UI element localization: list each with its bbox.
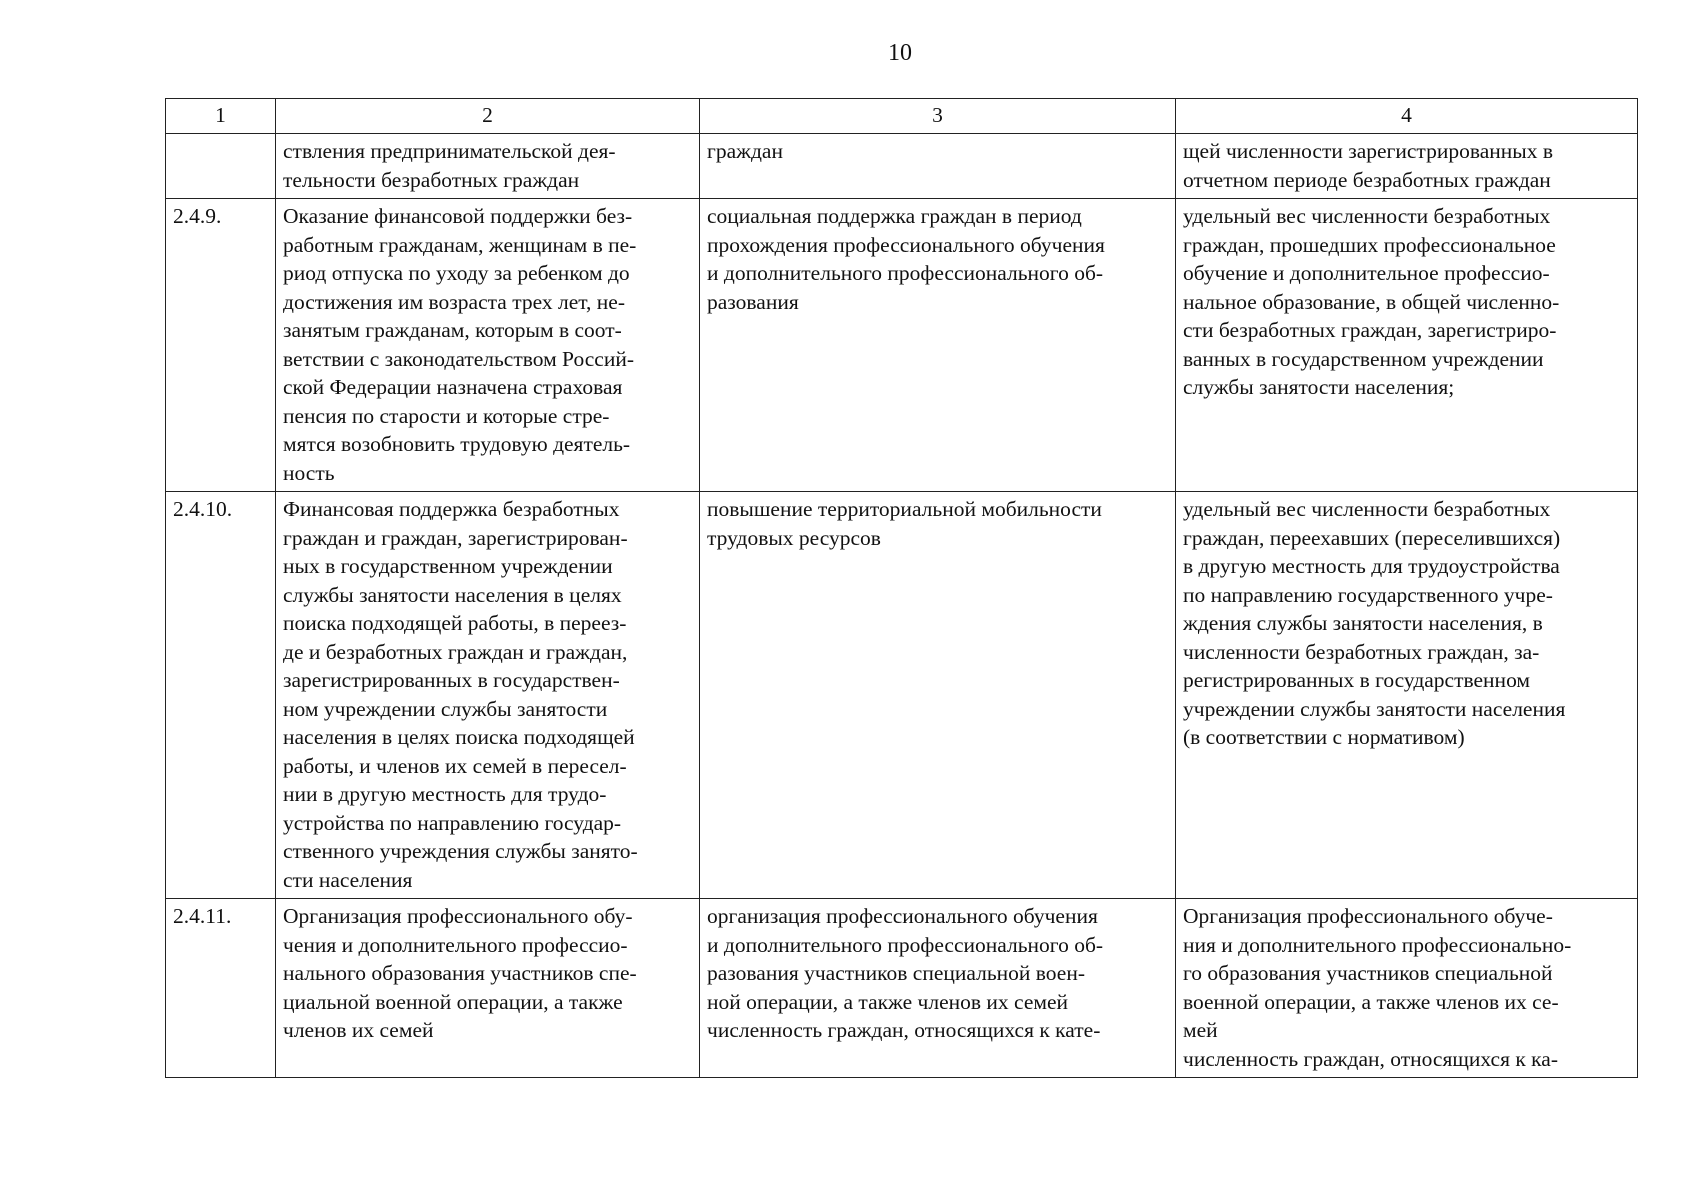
activity-text-line: Организация профессионального обу- xyxy=(283,904,633,928)
goal-text-line: прохождения профессионального обучения xyxy=(707,232,1105,257)
indicator-text-line: ванных в государственном учреждении xyxy=(1183,346,1544,371)
indicator-text-line: Организация профессионального обуче- xyxy=(1183,904,1553,928)
activity-text-line: работы, и членов их семей в пересел- xyxy=(283,753,627,778)
activity-text-line: сти населения xyxy=(283,867,413,892)
activity-text-line: пенсия по старости и которые стре- xyxy=(283,403,610,428)
indicator-cell xyxy=(1176,134,1638,199)
indicator-text-line: по направлению государственного учре- xyxy=(1183,582,1553,607)
goal-cell xyxy=(700,134,1176,199)
goal-cell xyxy=(700,899,1176,1078)
row-number-cell: 2.4.10. xyxy=(166,492,276,899)
row-number-cell: 2.4.9. xyxy=(166,199,276,492)
table-row xyxy=(166,134,1638,199)
goal-cell xyxy=(700,492,1176,899)
indicator-text-line: граждан, переехавших (переселившихся) xyxy=(1183,525,1561,550)
row-number-cell: 2.4.11. xyxy=(166,899,276,1078)
activity-text-line: службы занятости населения в целях xyxy=(283,582,622,607)
goal-text-line: численность граждан, относящихся к кате- xyxy=(707,1018,1101,1042)
activity-text-line: членов их семей xyxy=(283,1018,434,1042)
indicator-text-line: службы занятости населения; xyxy=(1183,375,1455,399)
indicator-text-line: учреждении службы занятости населения xyxy=(1183,696,1566,721)
header-col-3: 3 xyxy=(700,99,1176,134)
header-col-4: 4 xyxy=(1176,99,1638,134)
goal-text-line: организация профессионального обучения xyxy=(707,904,1098,928)
activity-text-line: работным гражданам, женщинам в пе- xyxy=(283,232,637,257)
indicator-text-line: щей численности зарегистрированных в xyxy=(1183,139,1553,163)
page-number: 10 xyxy=(888,40,912,66)
activity-text-line: населения в целях поиска подходящей xyxy=(283,725,635,749)
goal-text-line: разования xyxy=(707,289,799,314)
table-row xyxy=(166,899,1638,1078)
activity-text-line: ветствии с законодательством Россий- xyxy=(283,346,635,371)
activity-text-line: ской Федерации назначена страховая xyxy=(283,375,623,399)
activity-text-line: Оказание финансовой поддержки без- xyxy=(283,204,633,228)
activity-text-line: граждан и граждан, зарегистрирован- xyxy=(283,525,628,550)
activity-text-line: чения и дополнительного профессио- xyxy=(283,932,628,957)
goal-text-line: повышение территориальной мобильности xyxy=(707,497,1102,521)
activity-text-line: мятся возобновить трудовую деятель- xyxy=(283,432,631,456)
activity-text-line: ном учреждении службы занятости xyxy=(283,696,608,721)
activity-text-line: ных в государственном учреждении xyxy=(283,554,613,578)
activity-cell xyxy=(276,199,700,492)
activity-text-line: тельности безработных граждан xyxy=(283,167,580,192)
table-row xyxy=(166,199,1638,492)
document-table xyxy=(165,98,1638,1078)
indicator-text-line: военной операции, а также членов их се- xyxy=(1183,989,1559,1014)
indicator-text-line: численность граждан, относящихся к ка- xyxy=(1183,1046,1558,1071)
goal-text-line: граждан xyxy=(707,139,783,163)
indicator-cell xyxy=(1176,899,1638,1078)
activity-cell xyxy=(276,899,700,1078)
indicator-text-line: ждения службы занятости населения, в xyxy=(1183,611,1543,635)
activity-text-line: ственного учреждения службы занято- xyxy=(283,839,638,863)
activity-text-line: де и безработных граждан и граждан, xyxy=(283,639,628,664)
activity-text-line: Финансовая поддержка безработных xyxy=(283,497,620,521)
indicator-text-line: сти безработных граждан, зарегистриро- xyxy=(1183,318,1557,342)
indicator-cell xyxy=(1176,492,1638,899)
goal-cell xyxy=(700,199,1176,492)
table-row xyxy=(166,492,1638,899)
activity-text-line: устройства по направлению государ- xyxy=(283,810,622,835)
indicator-text-line: численности безработных граждан, за- xyxy=(1183,639,1540,664)
goal-text-line: трудовых ресурсов xyxy=(707,525,881,550)
indicator-text-line: удельный вес численности безработных xyxy=(1183,204,1551,228)
activity-text-line: ствления предпринимательской дея- xyxy=(283,139,616,163)
activity-text-line: ность xyxy=(283,460,335,485)
indicator-text-line: ния и дополнительного профессионально- xyxy=(1183,932,1572,957)
activity-text-line: риод отпуска по уходу за ребенком до xyxy=(283,261,630,285)
indicator-text-line: обучение и дополнительное профессио- xyxy=(1183,261,1550,285)
header-col-2: 2 xyxy=(276,99,700,134)
activity-text-line: поиска подходящей работы, в переез- xyxy=(283,611,627,635)
indicator-text-line: го образования участников специальной xyxy=(1183,961,1553,985)
goal-text-line: и дополнительного профессионального об- xyxy=(707,932,1104,957)
activity-cell xyxy=(276,134,700,199)
indicator-text-line: граждан, прошедших профессиональное xyxy=(1183,232,1556,257)
activity-text-line: занятым гражданам, которым в соот- xyxy=(283,318,622,342)
activity-text-line: циальной военной операции, а также xyxy=(283,989,623,1014)
indicator-text-line: регистрированных в государственном xyxy=(1183,668,1531,692)
header-col-1: 1 xyxy=(166,99,276,134)
indicator-text-line: мей xyxy=(1183,1018,1218,1042)
table-header-row xyxy=(166,99,1638,134)
activity-cell xyxy=(276,492,700,899)
goal-text-line: ной операции, а также членов их семей xyxy=(707,989,1069,1014)
indicator-text-line: удельный вес численности безработных xyxy=(1183,497,1551,521)
indicator-text-line: нальное образование, в общей численно- xyxy=(1183,289,1560,314)
indicator-text-line: отчетном периоде безработных граждан xyxy=(1183,167,1551,192)
row-number-cell xyxy=(166,134,276,199)
activity-text-line: зарегистрированных в государствен- xyxy=(283,668,620,692)
goal-text-line: разования участников специальной воен- xyxy=(707,961,1086,985)
indicator-text-line: (в соответствии с нормативом) xyxy=(1183,725,1465,749)
indicator-text-line: в другую местность для трудоустройства xyxy=(1183,554,1560,578)
goal-text-line: и дополнительного профессионального об- xyxy=(707,261,1104,285)
activity-text-line: нии в другую местность для трудо- xyxy=(283,782,607,806)
goal-text-line: социальная поддержка граждан в период xyxy=(707,204,1082,228)
activity-text-line: нального образования участников спе- xyxy=(283,961,637,985)
activity-text-line: достижения им возраста трех лет, не- xyxy=(283,289,626,314)
indicator-cell xyxy=(1176,199,1638,492)
